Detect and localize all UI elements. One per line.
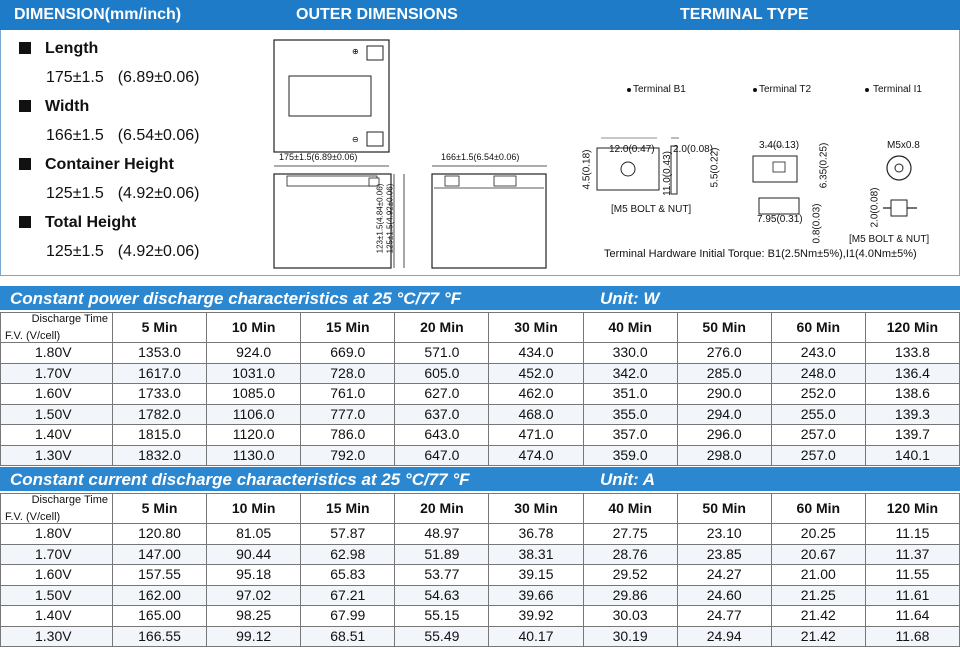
table-cell: 67.21 <box>301 585 395 606</box>
table-cell: 30.19 <box>583 626 677 647</box>
table-cell: 647.0 <box>395 445 489 466</box>
table-cell: 1733.0 <box>113 384 207 405</box>
table-cell: 133.8 <box>865 343 959 364</box>
b1-thickness-dimension: 2.0(0.08) <box>673 144 714 155</box>
table-cell: 924.0 <box>207 343 301 364</box>
svg-text:⊖: ⊖ <box>352 135 359 144</box>
terminal-i1-label: Terminal I1 <box>873 84 922 95</box>
final-voltage-cell: 1.80V <box>1 524 113 545</box>
final-voltage-cell: 1.30V <box>1 626 113 647</box>
table-cell: 97.02 <box>207 585 301 606</box>
power-unit-label: Unit: W <box>600 289 660 308</box>
final-voltage-cell: 1.50V <box>1 404 113 425</box>
column-header: 40 Min <box>583 313 677 343</box>
column-header: 40 Min <box>583 494 677 524</box>
table-cell: 1031.0 <box>207 363 301 384</box>
table-cell: 471.0 <box>489 425 583 446</box>
table-cell: 1106.0 <box>207 404 301 425</box>
i1-thread-label: M5x0.8 <box>887 140 920 151</box>
table-row <box>1 606 960 627</box>
column-header: 10 Min <box>207 494 301 524</box>
height-drawing-label-1: 125±1.5(4.92±0.06) <box>385 183 395 254</box>
table-cell: 39.15 <box>489 565 583 586</box>
table-header-row <box>1 494 960 524</box>
table-row <box>1 363 960 384</box>
corner-discharge-time-label: Discharge Time <box>31 313 108 325</box>
final-voltage-cell: 1.40V <box>1 425 113 446</box>
table-cell: 357.0 <box>583 425 677 446</box>
table-cell: 67.99 <box>301 606 395 627</box>
table-cell: 342.0 <box>583 363 677 384</box>
table-cell: 11.37 <box>865 544 959 565</box>
table-cell: 434.0 <box>489 343 583 364</box>
dimensions-panel <box>0 30 960 276</box>
table-cell: 95.18 <box>207 565 301 586</box>
column-header: 60 Min <box>771 494 865 524</box>
table-cell: 330.0 <box>583 343 677 364</box>
table-cell: 98.25 <box>207 606 301 627</box>
outer-dimensions-heading: OUTER DIMENSIONS <box>296 6 458 23</box>
t2-length-dimension: 7.95(0.31) <box>757 214 803 225</box>
table-cell: 139.3 <box>865 404 959 425</box>
table-cell: 11.61 <box>865 585 959 606</box>
terminal-b1-label: Terminal B1 <box>633 84 686 95</box>
table-cell: 1130.0 <box>207 445 301 466</box>
table-cell: 351.0 <box>583 384 677 405</box>
column-header: 60 Min <box>771 313 865 343</box>
power-section-title: Constant power discharge characteristics at 25 °C/77 °F <box>10 289 462 308</box>
table-cell: 1120.0 <box>207 425 301 446</box>
table-cell: 605.0 <box>395 363 489 384</box>
table-cell: 468.0 <box>489 404 583 425</box>
table-cell: 1832.0 <box>113 445 207 466</box>
table-cell: 11.64 <box>865 606 959 627</box>
table-row <box>1 544 960 565</box>
table-cell: 257.0 <box>771 445 865 466</box>
corner-fv-label: F.V. (V/cell) <box>5 330 61 342</box>
dim-label-length: Length <box>19 38 269 60</box>
table-cell: 138.6 <box>865 384 959 405</box>
table-cell: 36.78 <box>489 524 583 545</box>
table-cell: 57.87 <box>301 524 395 545</box>
table-cell: 355.0 <box>583 404 677 425</box>
table-cell: 11.15 <box>865 524 959 545</box>
table-row <box>1 626 960 647</box>
table-cell: 792.0 <box>301 445 395 466</box>
table-cell: 30.03 <box>583 606 677 627</box>
table-header-row <box>1 313 960 343</box>
table-cell: 147.00 <box>113 544 207 565</box>
table-cell: 474.0 <box>489 445 583 466</box>
current-unit-label: Unit: A <box>600 470 656 489</box>
table-cell: 90.44 <box>207 544 301 565</box>
table-cell: 81.05 <box>207 524 301 545</box>
table-cell: 55.49 <box>395 626 489 647</box>
table-cell: 1617.0 <box>113 363 207 384</box>
table-cell: 761.0 <box>301 384 395 405</box>
table-cell: 136.4 <box>865 363 959 384</box>
table-corner-cell <box>1 494 113 524</box>
column-header: 30 Min <box>489 313 583 343</box>
table-cell: 139.7 <box>865 425 959 446</box>
column-header: 15 Min <box>301 313 395 343</box>
table-cell: 29.52 <box>583 565 677 586</box>
bullet-square-icon <box>19 216 31 228</box>
table-cell: 140.1 <box>865 445 959 466</box>
current-section-title-bar <box>0 467 960 491</box>
table-cell: 452.0 <box>489 363 583 384</box>
table-cell: 728.0 <box>301 363 395 384</box>
table-cell: 28.76 <box>583 544 677 565</box>
b1-hole-dimension: 4.5(0.18) <box>581 149 593 190</box>
final-voltage-cell: 1.60V <box>1 565 113 586</box>
table-cell: 21.42 <box>771 626 865 647</box>
table-row <box>1 524 960 545</box>
dim-value-total-height: 125±1.5 (4.92±0.06) <box>46 243 200 260</box>
table-cell: 1815.0 <box>113 425 207 446</box>
dimension-heading: DIMENSION(mm/inch) <box>14 6 182 23</box>
table-cell: 23.10 <box>677 524 771 545</box>
column-header: 50 Min <box>677 313 771 343</box>
table-cell: 20.25 <box>771 524 865 545</box>
table-cell: 40.17 <box>489 626 583 647</box>
table-cell: 643.0 <box>395 425 489 446</box>
final-voltage-cell: 1.70V <box>1 363 113 384</box>
column-header: 120 Min <box>865 313 959 343</box>
t2-height-dimension: 6.35(0.25) <box>818 142 830 189</box>
table-row <box>1 404 960 425</box>
i1-thickness-dimension: 2.0(0.08) <box>869 187 881 228</box>
dim-label-width: Width <box>19 96 269 118</box>
i1-bolt-note: [M5 BOLT & NUT] <box>849 234 930 245</box>
current-discharge-table <box>0 493 960 647</box>
table-cell: 276.0 <box>677 343 771 364</box>
table-cell: 65.83 <box>301 565 395 586</box>
table-cell: 11.55 <box>865 565 959 586</box>
table-cell: 462.0 <box>489 384 583 405</box>
final-voltage-cell: 1.40V <box>1 606 113 627</box>
table-cell: 162.00 <box>113 585 207 606</box>
table-cell: 157.55 <box>113 565 207 586</box>
table-cell: 243.0 <box>771 343 865 364</box>
dimension-list <box>19 38 269 270</box>
column-header: 50 Min <box>677 494 771 524</box>
table-cell: 24.77 <box>677 606 771 627</box>
dim-value-width: 166±1.5 (6.54±0.06) <box>46 127 200 144</box>
column-header: 120 Min <box>865 494 959 524</box>
corner-discharge-time-label: Discharge Time <box>31 494 108 506</box>
table-cell: 120.80 <box>113 524 207 545</box>
table-cell: 54.63 <box>395 585 489 606</box>
table-cell: 290.0 <box>677 384 771 405</box>
table-cell: 257.0 <box>771 425 865 446</box>
table-cell: 166.55 <box>113 626 207 647</box>
terminal-type-heading: TERMINAL TYPE <box>680 6 809 23</box>
table-cell: 777.0 <box>301 404 395 425</box>
table-cell: 165.00 <box>113 606 207 627</box>
table-cell: 637.0 <box>395 404 489 425</box>
table-cell: 24.94 <box>677 626 771 647</box>
height-drawing-label-2: 123±1.5(4.84±0.06) <box>375 183 385 254</box>
table-cell: 1353.0 <box>113 343 207 364</box>
table-cell: 21.42 <box>771 606 865 627</box>
table-cell: 359.0 <box>583 445 677 466</box>
corner-fv-label: F.V. (V/cell) <box>5 511 61 523</box>
column-header: 10 Min <box>207 313 301 343</box>
column-header: 20 Min <box>395 494 489 524</box>
dim-value-length: 175±1.5 (6.89±0.06) <box>46 69 200 86</box>
table-cell: 24.60 <box>677 585 771 606</box>
table-cell: 21.00 <box>771 565 865 586</box>
column-header: 5 Min <box>113 494 207 524</box>
table-cell: 24.27 <box>677 565 771 586</box>
table-cell: 29.86 <box>583 585 677 606</box>
table-row <box>1 565 960 586</box>
t2-thickness-dimension: 0.8(0.03) <box>811 203 823 244</box>
dim-value-container-height: 125±1.5 (4.92±0.06) <box>46 185 200 202</box>
final-voltage-cell: 1.80V <box>1 343 113 364</box>
table-cell: 21.25 <box>771 585 865 606</box>
dim-label-container-height: Container Height <box>19 154 269 176</box>
table-cell: 51.89 <box>395 544 489 565</box>
table-cell: 285.0 <box>677 363 771 384</box>
power-section-title-bar <box>0 286 960 310</box>
final-voltage-cell: 1.70V <box>1 544 113 565</box>
table-corner-cell <box>1 313 113 343</box>
table-cell: 298.0 <box>677 445 771 466</box>
table-cell: 255.0 <box>771 404 865 425</box>
final-voltage-cell: 1.30V <box>1 445 113 466</box>
length-drawing-label: 175±1.5(6.89±0.06) <box>279 152 358 162</box>
table-cell: 62.98 <box>301 544 395 565</box>
table-row <box>1 343 960 364</box>
terminal-t2-label: Terminal T2 <box>759 84 812 95</box>
b1-width-dimension: 12.0(0.47) <box>609 144 655 155</box>
dim-label-total-height: Total Height <box>19 212 269 234</box>
b1-length-dimension: 11.0(0.43) <box>661 151 673 196</box>
table-cell: 627.0 <box>395 384 489 405</box>
b1-side-dimension: 5.5(0.22) <box>709 147 721 188</box>
header-bar <box>0 0 960 30</box>
bullet-square-icon <box>19 100 31 112</box>
column-header: 20 Min <box>395 313 489 343</box>
table-cell: 669.0 <box>301 343 395 364</box>
final-voltage-cell: 1.60V <box>1 384 113 405</box>
table-cell: 248.0 <box>771 363 865 384</box>
table-cell: 11.68 <box>865 626 959 647</box>
table-cell: 99.12 <box>207 626 301 647</box>
current-section-title: Constant current discharge characteristics at 25 °C/77 °F <box>10 470 470 489</box>
t2-width-dimension: 3.4(0.13) <box>759 140 800 151</box>
table-cell: 39.92 <box>489 606 583 627</box>
terminal-types <box>561 38 957 274</box>
table-cell: 571.0 <box>395 343 489 364</box>
table-cell: 252.0 <box>771 384 865 405</box>
table-cell: 20.67 <box>771 544 865 565</box>
column-header: 5 Min <box>113 313 207 343</box>
table-cell: 68.51 <box>301 626 395 647</box>
table-cell: 1782.0 <box>113 404 207 425</box>
table-row <box>1 384 960 405</box>
table-cell: 296.0 <box>677 425 771 446</box>
table-row <box>1 585 960 606</box>
table-cell: 55.15 <box>395 606 489 627</box>
outer-dimensions-drawing <box>269 38 559 274</box>
table-cell: 786.0 <box>301 425 395 446</box>
table-cell: 23.85 <box>677 544 771 565</box>
power-discharge-table <box>0 312 960 466</box>
final-voltage-cell: 1.50V <box>1 585 113 606</box>
table-cell: 53.77 <box>395 565 489 586</box>
b1-bolt-note: [M5 BOLT & NUT] <box>611 204 692 215</box>
table-cell: 38.31 <box>489 544 583 565</box>
table-row <box>1 445 960 466</box>
svg-text:⊕: ⊕ <box>352 47 359 56</box>
bullet-square-icon <box>19 158 31 170</box>
width-drawing-label: 166±1.5(6.54±0.06) <box>441 152 520 162</box>
table-cell: 1085.0 <box>207 384 301 405</box>
table-cell: 294.0 <box>677 404 771 425</box>
table-cell: 27.75 <box>583 524 677 545</box>
table-cell: 48.97 <box>395 524 489 545</box>
bullet-square-icon <box>19 42 31 54</box>
table-row <box>1 425 960 446</box>
column-header: 15 Min <box>301 494 395 524</box>
torque-note: Terminal Hardware Initial Torque: B1(2.5Nm±5%),I1(4.0Nm±5%) <box>604 248 917 260</box>
table-cell: 39.66 <box>489 585 583 606</box>
column-header: 30 Min <box>489 494 583 524</box>
